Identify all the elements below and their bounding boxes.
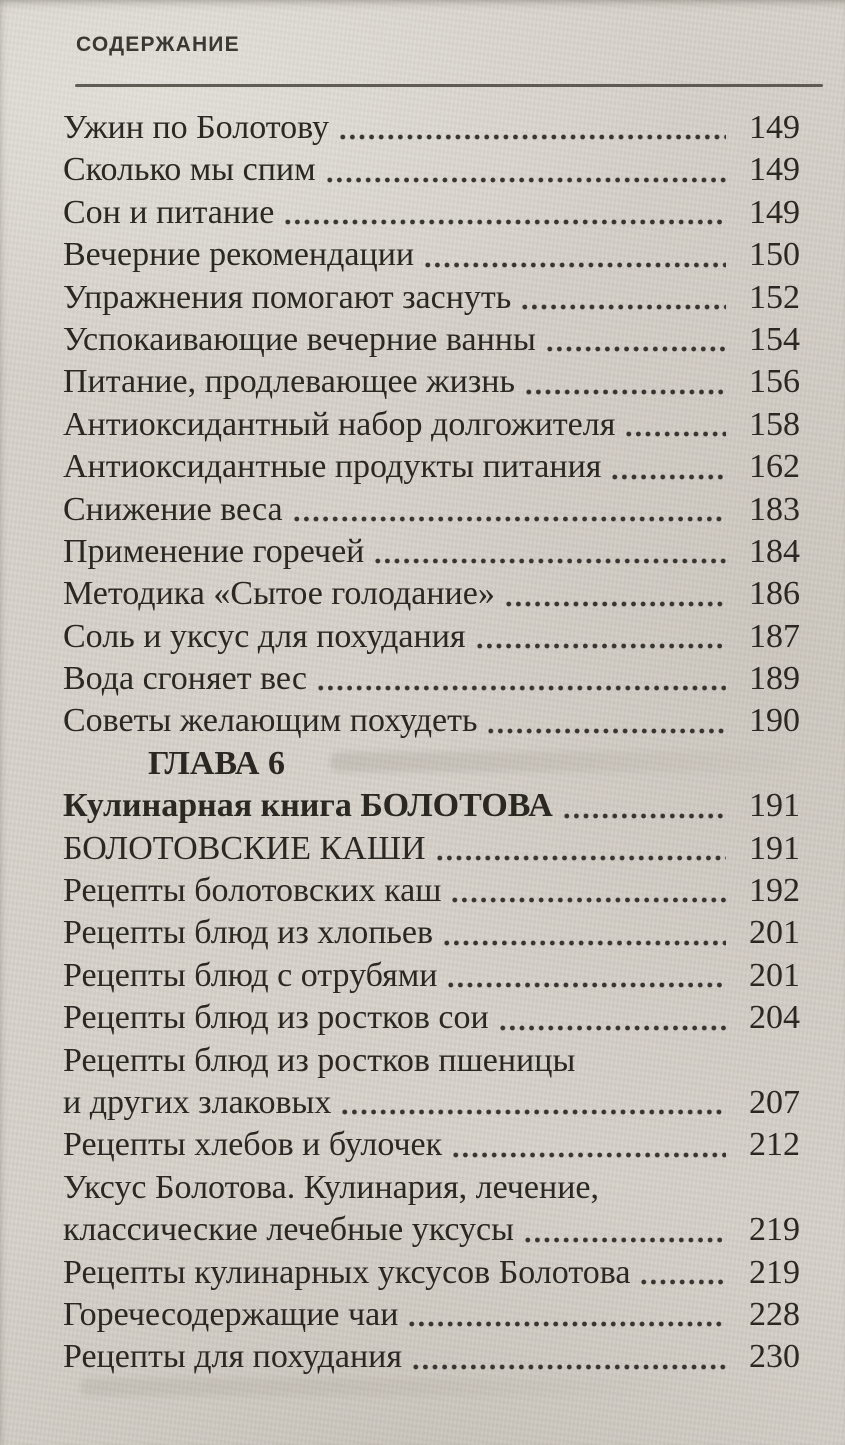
dot-leader [522,361,726,403]
toc-entry [63,912,800,954]
toc-entry [63,700,800,742]
toc-entry-title: БОЛОТОВСКИЕ КАШИ [63,829,426,867]
toc-entry [63,1082,800,1124]
toc-entry-title: Рецепты хлебов и булочек [63,1126,443,1164]
toc-entry-title: Рецепты болотовских каш [63,872,442,910]
dot-leader [323,149,726,191]
dot-leader [448,870,726,912]
toc-entry [63,573,800,615]
toc-entry-title: Сколько мы спим [63,151,316,189]
toc-entry-title: Упражнения помогают заснуть [63,278,512,316]
dot-leader [338,1082,726,1124]
toc-entry-title: Рецепты блюд с отрубями [63,956,438,994]
toc-entry [63,870,800,912]
toc-entry-page: 207 [749,1083,800,1121]
toc-entry-page: 156 [749,363,800,401]
dot-leader [290,489,726,531]
dot-leader [473,616,726,658]
toc-entry-page: 150 [749,236,800,274]
toc-entry-title: и других злаковых [63,1083,332,1121]
dot-leader [484,700,726,742]
toc-entry-page: 219 [749,1253,800,1291]
toc-entry-page: 162 [749,448,800,486]
toc-entry-page: 230 [749,1338,800,1376]
toc-entry-title: классические лечебные уксусы [63,1211,514,1249]
toc-entry [63,192,800,234]
toc-entry-title: Уксус Болотова. Кулинария, лечение, [63,1168,599,1206]
toc-entry [63,1336,800,1378]
toc-entry [63,616,800,658]
toc-entry-page: 149 [749,193,800,231]
toc-entry-page: 154 [749,320,800,358]
toc-entry [63,658,800,700]
dot-leader [622,404,726,446]
toc-entry-title: Рецепты для похудания [63,1338,402,1376]
dot-leader [336,107,726,149]
toc-entry-title: Вода сгоняет вес [63,660,307,698]
toc-entry-page: 152 [749,278,800,316]
toc-entry-page: 204 [749,999,800,1037]
toc-entry-title: Вечерние рекомендации [63,236,415,274]
toc-entry-title: Рецепты блюд из ростков пшеницы [63,1041,576,1079]
toc-entry-page: 228 [749,1295,800,1333]
toc-entry-page: 158 [749,405,800,443]
toc-entry-page: 219 [749,1211,800,1249]
toc-entry-page: 192 [749,872,800,910]
toc-entry [63,1124,800,1166]
dot-leader [637,1252,726,1294]
toc-entry-page: 190 [749,702,800,740]
toc-entry-page: 212 [749,1126,800,1164]
toc-entry-page: 187 [749,617,800,655]
toc-entry-title: Антиоксидантные продукты питания [63,448,602,486]
dot-leader [314,658,726,700]
dot-leader [502,573,726,615]
toc-entry [63,997,800,1039]
toc-entry-title: Рецепты блюд из ростков сои [63,999,489,1037]
toc-entry-title: Соль и уксус для похудания [63,617,466,655]
dot-leader [608,446,726,488]
toc-entry-title: Антиоксидантный набор долгожителя [63,405,616,443]
bleedthrough-ghost [80,1378,680,1396]
toc-entry-title: Методика «Сытое голодание» [63,575,495,613]
toc-entry-page: 201 [749,914,800,952]
toc-entry [63,489,800,531]
toc-entry [63,319,800,361]
toc-entry [63,743,800,785]
toc-entry-page: 186 [749,575,800,613]
toc-entry [63,234,800,276]
toc-entry [63,1167,800,1209]
toc-entry-title: Успокаивающие вечерние ванны [63,320,536,358]
toc-entry [63,1209,800,1251]
dot-leader [421,234,726,276]
toc-entry-title: Кулинарная книга БОЛОТОВА [63,787,553,825]
dot-leader [521,1209,726,1251]
toc-entry-title: ГЛАВА 6 [148,744,285,782]
toc-entry [63,149,800,191]
toc-entry [63,404,800,446]
toc-entry [63,955,800,997]
toc-entry [63,277,800,319]
toc-entry [63,1040,800,1082]
dot-leader [543,319,726,361]
dot-leader [444,955,726,997]
contents-heading: СОДЕРЖАНИЕ [76,33,240,56]
dot-leader [496,997,726,1039]
toc-entry-title: Горечесодержащие чаи [63,1295,399,1333]
dot-leader [440,912,726,954]
dot-leader [409,1336,726,1378]
toc-entry-title: Сон и питание [63,193,275,231]
toc-entry [63,828,800,870]
dot-leader [560,785,726,827]
toc-entry-page: 191 [749,829,800,867]
toc-entry [63,361,800,403]
toc-entry-page: 149 [749,151,800,189]
toc-entry-page: 184 [749,532,800,570]
toc-entry [63,107,800,149]
toc-entry-title: Применение горечей [63,532,365,570]
toc-entry-title: Снижение веса [63,490,283,528]
dot-leader [433,828,726,870]
toc-entry-title: Питание, продлевающее жизнь [63,363,515,401]
dot-leader [518,277,726,319]
header-divider-rule [75,84,823,87]
toc-entry-title: Советы желающим похудеть [63,702,478,740]
toc-entry-title: Рецепты кулинарных уксусов Болотова [63,1253,631,1291]
toc-list [63,107,800,1379]
toc-entry-title: Ужин по Болотову [63,109,330,146]
toc-entry-page: 201 [749,956,800,994]
dot-leader [281,192,726,234]
toc-entry [63,785,800,827]
dot-leader [405,1294,726,1336]
toc-entry-page: 191 [749,787,800,825]
dot-leader [371,531,726,573]
toc-entry-page: 149 [749,109,800,146]
toc-entry [63,446,800,488]
toc-entry [63,1252,800,1294]
toc-entry-page: 183 [749,490,800,528]
toc-entry-title: Рецепты блюд из хлопьев [63,914,434,952]
toc-entry-page: 189 [749,660,800,698]
toc-entry [63,531,800,573]
toc-entry [63,1294,800,1336]
dot-leader [449,1124,726,1166]
